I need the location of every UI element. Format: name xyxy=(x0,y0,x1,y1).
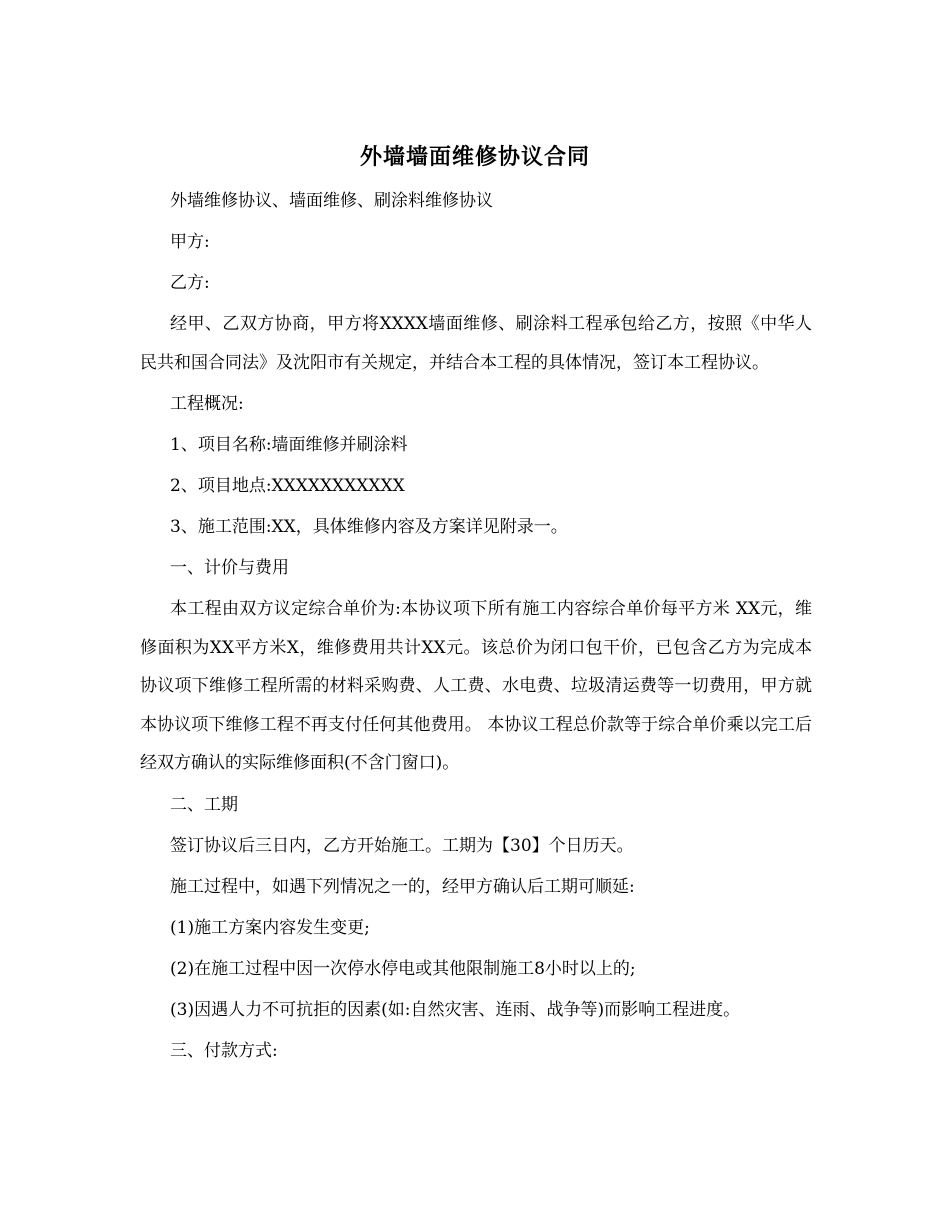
section-payment-heading: 三、付款方式: xyxy=(170,1040,278,1061)
party-b-line: 乙方: xyxy=(170,273,210,293)
project-name-item: 1、项目名称:墙面维修并刷涂料 xyxy=(170,435,408,455)
intro-paragraph: 经甲、乙双方协商，甲方将XXXX墙面维修、刷涂料工程承包给乙方，按照《中华人民共和国合同法》及沈阳市有关规定，并结合本工程的具体情况，签订本工程协议。 xyxy=(140,314,812,373)
pricing-paragraph: 本工程由双方议定综合单价为:本协议项下所有施工内容综合单价每平方米 XX元，维修面积为XX平方米X，维修费用共计XX元。该总价为闭口包干价，已包含乙方为完成本协议项下维修工程所需的材料采购费、人工费、水电费、垃圾清运费等一切费用，甲方就本协议项下维修工程不再支付任何其他费用。 本协议工程总价款等于综合单价乘以完工后经双方确认的实际维修面积(不含门窗口)。 xyxy=(140,599,812,773)
construction-scope-item: 3、施工范围:XX，具体维修内容及方案详见附录一。 xyxy=(170,517,568,537)
document-body xyxy=(140,184,812,1075)
party-a-line: 甲方: xyxy=(170,232,210,252)
section-schedule-heading: 二、工期 xyxy=(170,794,238,815)
extension-conditions-paragraph: 施工过程中，如遇下列情况之一的，经甲方确认后工期可顺延: xyxy=(170,876,635,897)
condition-item-3: (3)因遇人力不可抗拒的因素(如:自然灾害、连雨、战争等)而影响工程进度。 xyxy=(170,999,741,1020)
project-location-item: 2、项目地点:XXXXXXXXXXX xyxy=(170,476,405,496)
project-overview-heading: 工程概况: xyxy=(170,394,244,414)
section-pricing-heading: 一、计价与费用 xyxy=(170,558,289,578)
condition-item-1: (1)施工方案内容发生变更; xyxy=(170,917,370,938)
subtitle-line: 外墙维修协议、墙面维修、刷涂料维修协议 xyxy=(170,191,493,211)
document-title: 外墙墙面维修协议合同 xyxy=(359,144,590,170)
schedule-paragraph: 签订协议后三日内，乙方开始施工。工期为【30】个日历天。 xyxy=(170,835,634,856)
condition-item-2: (2)在施工过程中因一次停水停电或其他限制施工8小时以上的; xyxy=(170,958,636,979)
